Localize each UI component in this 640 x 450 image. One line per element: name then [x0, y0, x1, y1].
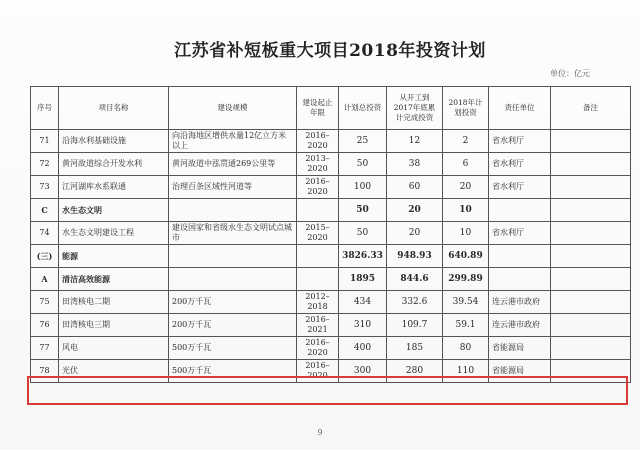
table-cell: 省水利厅 [489, 222, 551, 245]
table-cell: 20 [387, 199, 443, 222]
table-cell: 2012–2018 [297, 291, 339, 314]
table-cell: 建设国家和省级水生态文明试点城市 [169, 222, 297, 245]
header-cell: 责任单位 [489, 87, 551, 130]
table-cell: 田湾核电二期 [59, 291, 169, 314]
table-cell: 75 [31, 291, 59, 314]
header-cell: 项目名称 [59, 87, 169, 130]
table-cell [297, 268, 339, 291]
table-cell: 500万千瓦 [169, 337, 297, 360]
table-cell: 12 [387, 130, 443, 153]
table-cell: 20 [443, 176, 489, 199]
table-cell [551, 360, 631, 383]
table-cell: 清洁高效能源 [59, 268, 169, 291]
table-row [31, 222, 631, 245]
table-cell: 省能源局 [489, 337, 551, 360]
table-row [31, 268, 631, 291]
table-cell: 299.89 [443, 268, 489, 291]
table-row [31, 199, 631, 222]
table-cell: 74 [31, 222, 59, 245]
table-cell: 640.89 [443, 245, 489, 268]
table-cell: 332.6 [387, 291, 443, 314]
table-row [31, 153, 631, 176]
table-row [31, 291, 631, 314]
table-cell [551, 314, 631, 337]
table-cell [551, 153, 631, 176]
table-cell [297, 245, 339, 268]
table-cell: 59.1 [443, 314, 489, 337]
table-cell: 省能源局 [489, 360, 551, 383]
table-cell [551, 222, 631, 245]
table-cell: 风电 [59, 337, 169, 360]
table-cell [551, 130, 631, 153]
table-cell: 72 [31, 153, 59, 176]
table-cell [551, 291, 631, 314]
table-cell [551, 199, 631, 222]
table-row [31, 314, 631, 337]
investment-table [30, 86, 631, 383]
table-body [31, 130, 631, 383]
table-cell: 黄河故道综合开发水利 [59, 153, 169, 176]
table-cell: 2015–2020 [297, 222, 339, 245]
table-cell: 2016–2020 [297, 337, 339, 360]
table-cell: 沿海水利基础设施 [59, 130, 169, 153]
table-cell: 300 [339, 360, 387, 383]
header-cell: 建设起止年限 [297, 87, 339, 130]
table-cell: 77 [31, 337, 59, 360]
table-cell: 109.7 [387, 314, 443, 337]
table-cell: 6 [443, 153, 489, 176]
table-cell: 20 [387, 222, 443, 245]
header-cell: 从开工到2017年底累计完成投资 [387, 87, 443, 130]
table-cell: 2 [443, 130, 489, 153]
table-row [31, 360, 631, 383]
table-cell: 治理百条区域性河道等 [169, 176, 297, 199]
table-cell: 844.6 [387, 268, 443, 291]
table-cell [169, 245, 297, 268]
table-cell [551, 268, 631, 291]
table-cell: 76 [31, 314, 59, 337]
table-row [31, 337, 631, 360]
table-cell: 50 [339, 199, 387, 222]
table-cell: 10 [443, 199, 489, 222]
table-cell: 73 [31, 176, 59, 199]
table-cell: 200万千瓦 [169, 291, 297, 314]
table-cell [297, 199, 339, 222]
table-cell: 省水利厅 [489, 153, 551, 176]
unit-label: 单位：亿元 [550, 69, 590, 78]
table-cell: 水生态文明建设工程 [59, 222, 169, 245]
table-cell: 78 [31, 360, 59, 383]
table-row [31, 130, 631, 153]
table-cell: 100 [339, 176, 387, 199]
table-cell: 水生态文明 [59, 199, 169, 222]
table-row [31, 176, 631, 199]
header-cell: 序号 [31, 87, 59, 130]
table-cell: 1895 [339, 268, 387, 291]
table-cell: 948.93 [387, 245, 443, 268]
table-cell: 连云港市政府 [489, 314, 551, 337]
table-cell: 省水利厅 [489, 176, 551, 199]
table-cell [169, 199, 297, 222]
table-cell: 能源 [59, 245, 169, 268]
table-cell: 280 [387, 360, 443, 383]
table-cell: 25 [339, 130, 387, 153]
table-cell: 连云港市政府 [489, 291, 551, 314]
table-cell: 江河湖库水系联通 [59, 176, 169, 199]
table-cell: 2016–2020 [297, 360, 339, 383]
table-cell: 3826.33 [339, 245, 387, 268]
table-cell: 39.54 [443, 291, 489, 314]
table-cell: (三) [31, 245, 59, 268]
table-cell: 50 [339, 153, 387, 176]
table-cell: 60 [387, 176, 443, 199]
table-cell: 2013–2020 [297, 153, 339, 176]
document-title: 江苏省补短板重大项目2018年投资计划 [174, 41, 486, 61]
table-cell [169, 268, 297, 291]
header-cell: 计划总投资 [339, 87, 387, 130]
table-cell [489, 199, 551, 222]
table-cell: A [31, 268, 59, 291]
table-cell: 省水利厅 [489, 130, 551, 153]
table-cell: 2016–2020 [297, 176, 339, 199]
table-cell [551, 337, 631, 360]
table-cell: 110 [443, 360, 489, 383]
table-cell: 38 [387, 153, 443, 176]
page-number: 9 [317, 428, 323, 437]
header-cell: 备注 [551, 87, 631, 130]
table-cell [551, 245, 631, 268]
table-cell: 500万千瓦 [169, 360, 297, 383]
table-cell: 200万千瓦 [169, 314, 297, 337]
table-cell: 185 [387, 337, 443, 360]
table-cell [551, 176, 631, 199]
table-cell: 310 [339, 314, 387, 337]
table-cell: 2016–2021 [297, 314, 339, 337]
table-cell: 50 [339, 222, 387, 245]
table-cell: 10 [443, 222, 489, 245]
table-header-row [31, 87, 631, 130]
table-cell: 黄河故道中泓贯通269公里等 [169, 153, 297, 176]
table-cell: C [31, 199, 59, 222]
table-row [31, 245, 631, 268]
table-cell: 向沿海地区增供水量12亿立方米以上 [169, 130, 297, 153]
table-cell [489, 268, 551, 291]
header-cell: 2018年计划投资 [443, 87, 489, 130]
table-cell: 400 [339, 337, 387, 360]
table-cell: 光伏 [59, 360, 169, 383]
header-cell: 建设规模 [169, 87, 297, 130]
table-cell: 434 [339, 291, 387, 314]
table-cell: 80 [443, 337, 489, 360]
table-cell: 田湾核电三期 [59, 314, 169, 337]
table-cell: 2016–2020 [297, 130, 339, 153]
table-cell: 71 [31, 130, 59, 153]
table-cell [489, 245, 551, 268]
